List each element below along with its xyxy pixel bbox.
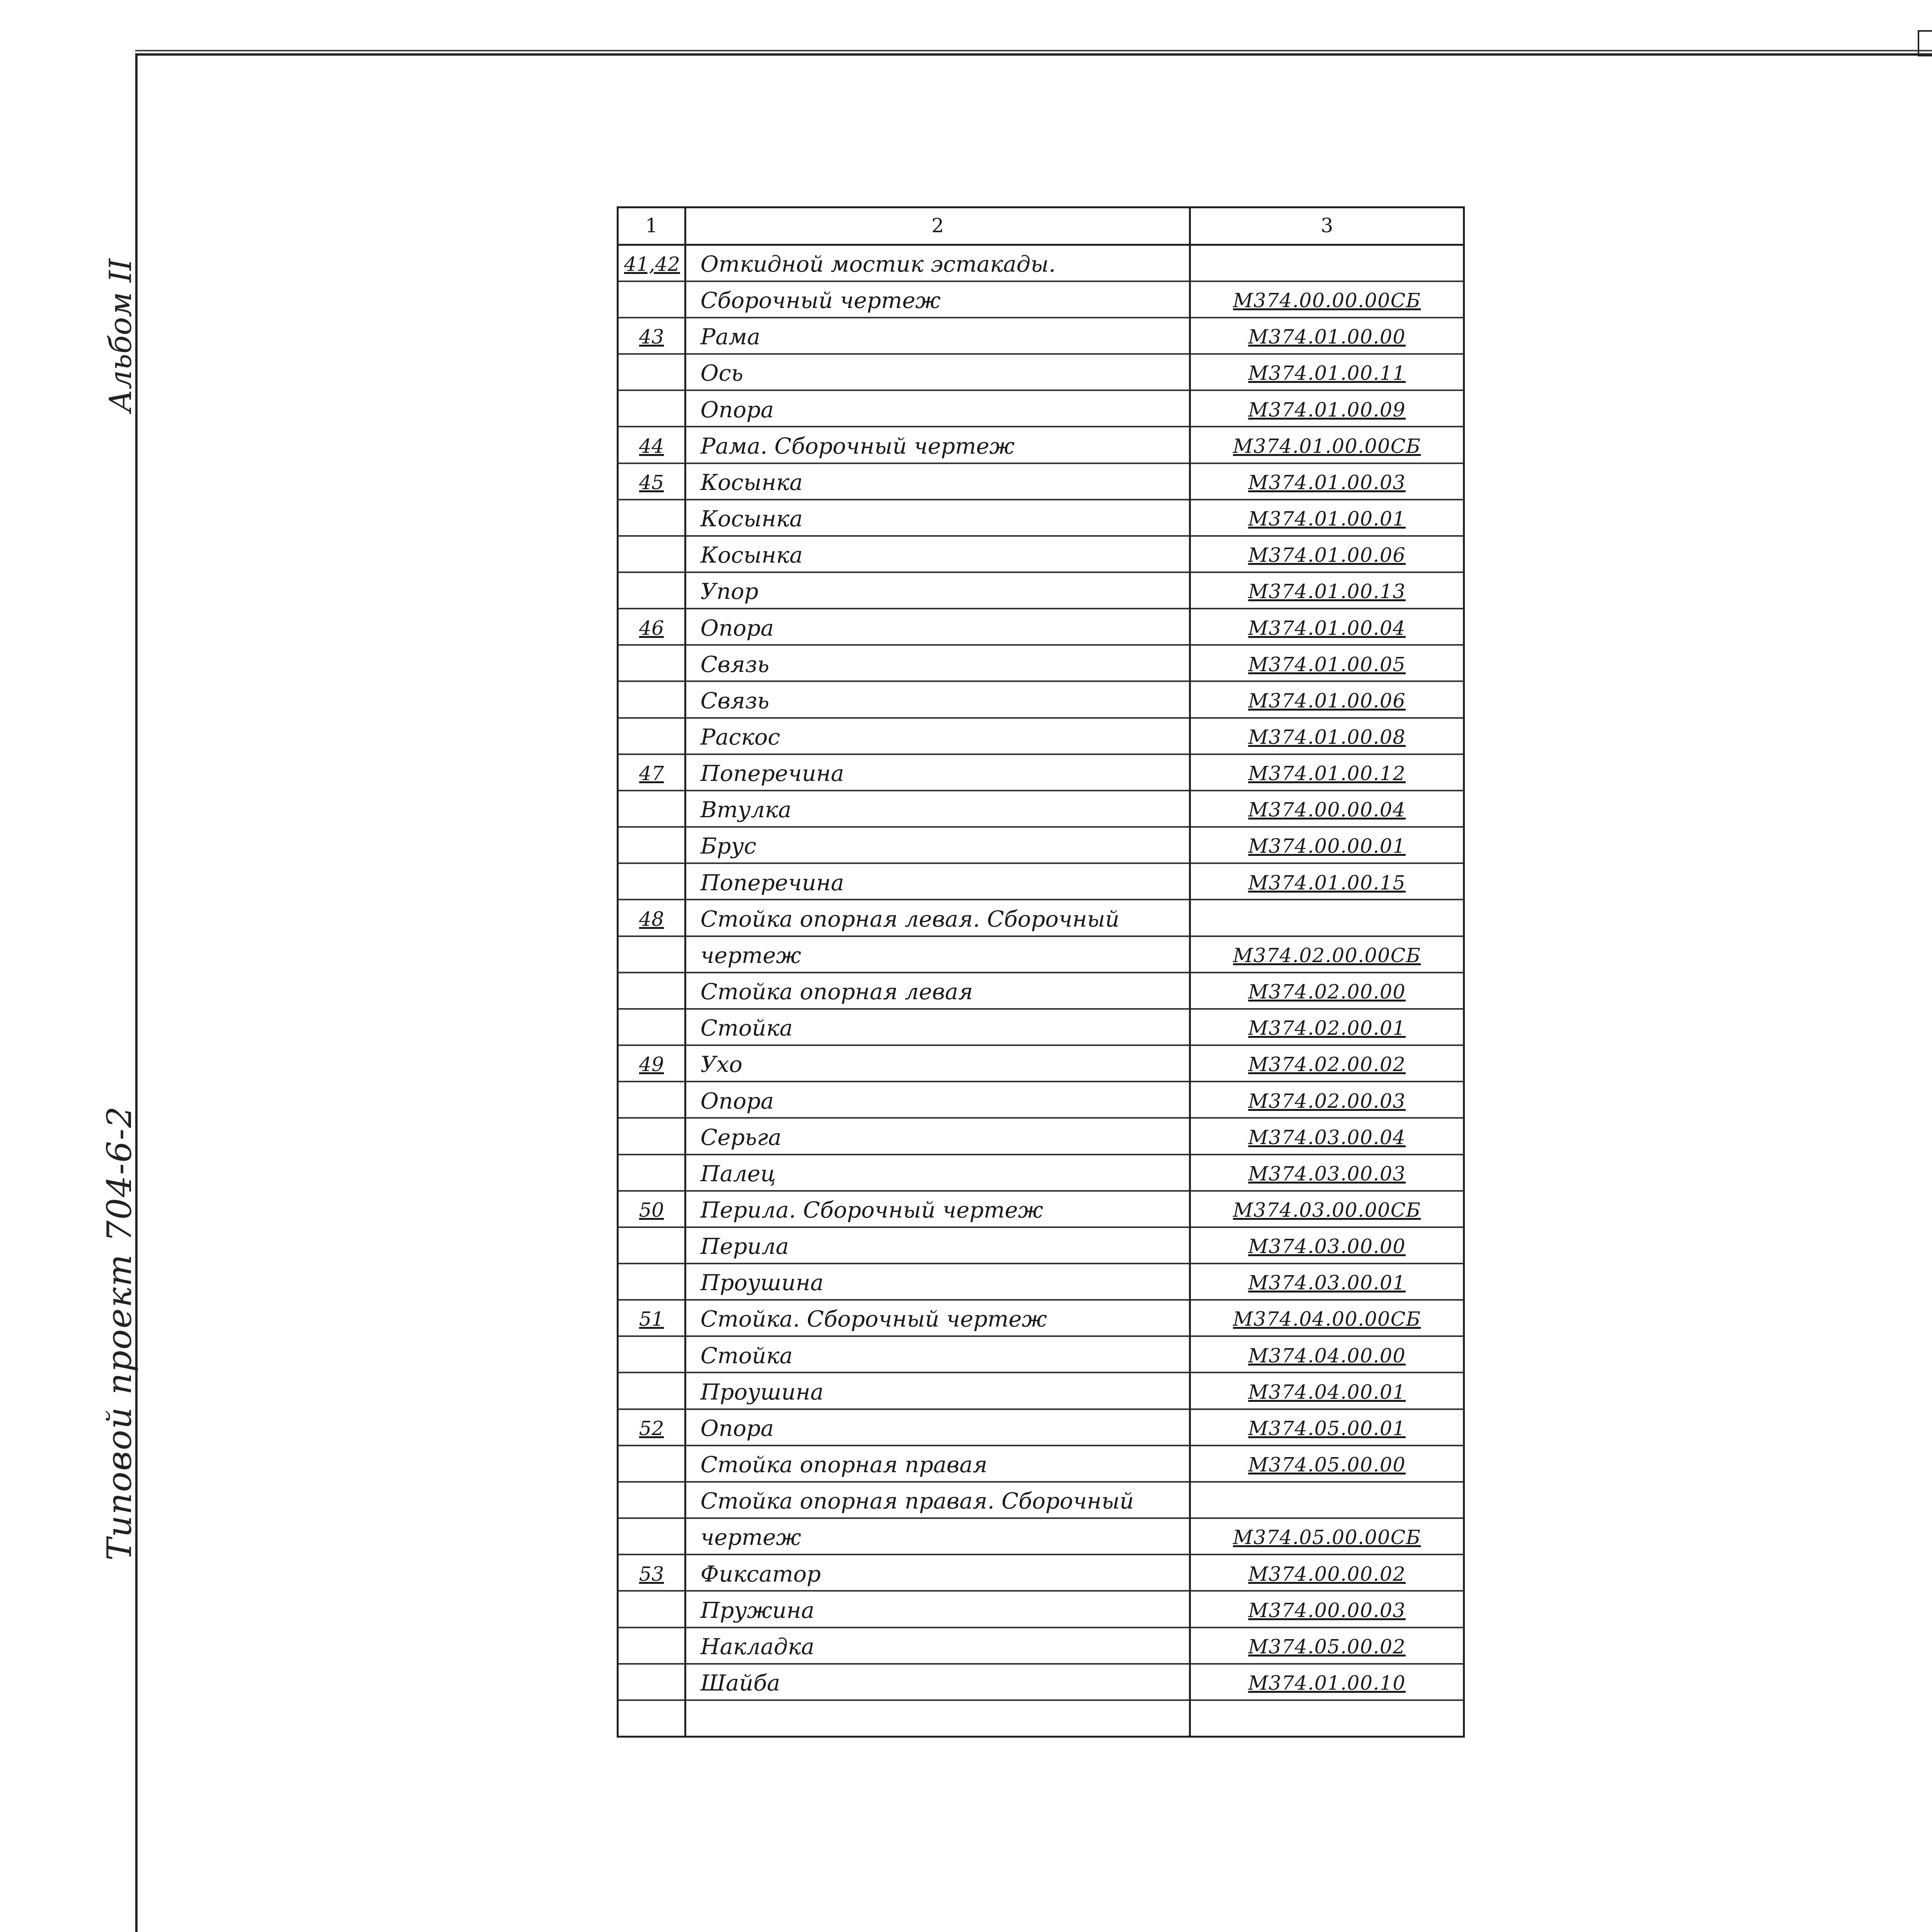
drawing-code-cell: М374.03.00.04 [1190,1118,1464,1154]
drawing-code-cell: М374.01.00.13 [1190,572,1464,609]
item-name-cell: Перила [685,1227,1190,1264]
sheet-number-cell [618,1700,685,1737]
table-row [618,718,1464,754]
sheet-number-cell [618,1336,685,1372]
table-row [618,318,1464,354]
item-name-cell: Рама [685,318,1190,354]
drawing-code-cell [1190,245,1464,281]
drawing-code-cell: М374.01.00.04 [1190,609,1464,645]
table-row [618,1082,1464,1118]
drawing-code-cell: М374.01.00.09 [1190,390,1464,427]
drawing-code-cell: М374.05.00.00СБ [1190,1518,1464,1554]
item-name-cell: Опора [685,609,1190,645]
item-name-cell: чертеж [685,1518,1190,1554]
item-name-cell: Косынка [685,500,1190,536]
sheet-number-cell [618,354,685,390]
sheet-number-cell [618,863,685,900]
table-row [618,500,1464,536]
drawing-code-cell: М374.04.00.00СБ [1190,1300,1464,1336]
table-row [618,1482,1464,1518]
sheet-number-cell [618,827,685,863]
table-row [618,936,1464,973]
drawing-code-cell: М374.00.00.00СБ [1190,281,1464,318]
drawing-code-cell [1190,1482,1464,1518]
table-body [618,245,1464,1736]
drawing-code-cell: М374.03.00.00СБ [1190,1191,1464,1227]
sheet-number-cell [618,1591,685,1627]
table-row [618,281,1464,318]
drawing-code-cell: М374.03.00.03 [1190,1155,1464,1191]
sheet-number-cell [618,1664,685,1700]
column-header-2: 2 [685,207,1190,245]
table-row [618,427,1464,463]
table-row [618,1554,1464,1591]
table-row [618,681,1464,718]
table-row [618,1336,1464,1372]
table-row [618,1664,1464,1700]
drawing-code-cell: М374.01.00.12 [1190,754,1464,791]
table-row [618,1518,1464,1554]
drawing-code-cell: М374.05.00.00 [1190,1446,1464,1482]
item-name-cell: Стойка [685,1009,1190,1045]
item-name-cell: Втулка [685,791,1190,827]
drawing-code-cell: М374.01.00.06 [1190,536,1464,572]
table-row [618,1155,1464,1191]
table-row [618,645,1464,681]
table-row [618,1372,1464,1409]
sheet-number-cell [618,791,685,827]
drawing-code-cell: М374.05.00.01 [1190,1409,1464,1446]
item-name-cell: Стойка. Сборочный чертеж [685,1300,1190,1336]
item-name-cell: Сборочный чертеж [685,281,1190,318]
item-name-cell: чертеж [685,936,1190,973]
sheet-number-cell [618,1628,685,1664]
table-row [618,1300,1464,1336]
table-row [618,1045,1464,1082]
sheet-number-cell: 52 [618,1409,685,1446]
item-name-cell: Шайба [685,1664,1190,1700]
drawing-code-cell: М374.01.00.11 [1190,354,1464,390]
sheet-number-cell [618,1227,685,1264]
item-name-cell: Пружина [685,1591,1190,1627]
column-header-3: 3 [1190,207,1464,245]
item-name-cell: Поперечина [685,754,1190,791]
sheet-number-cell [618,500,685,536]
item-name-cell: Косынка [685,536,1190,572]
sheet-number-cell: 48 [618,900,685,936]
drawing-code-cell: М374.03.00.00 [1190,1227,1464,1264]
table-row [618,536,1464,572]
item-name-cell: Стойка [685,1336,1190,1372]
sheet-number-cell: 50 [618,1191,685,1227]
drawing-code-cell: М374.02.00.00 [1190,973,1464,1009]
item-name-cell: Проушина [685,1264,1190,1300]
sheet-number-cell [618,645,685,681]
table-row [618,1628,1464,1664]
sheet-number-cell [618,1264,685,1300]
item-name-cell: Проушина [685,1372,1190,1409]
item-name-cell: Фиксатор [685,1554,1190,1591]
sheet-number-cell [618,718,685,754]
table-row [618,900,1464,936]
item-name-cell: Стойка опорная левая [685,973,1190,1009]
sheet-number-cell [618,572,685,609]
item-name-cell [685,1700,1190,1737]
table-row [618,1118,1464,1154]
item-name-cell: Серьга [685,1118,1190,1154]
drawing-code-cell: М374.01.00.00 [1190,318,1464,354]
drawing-code-cell [1190,1700,1464,1737]
table-row [618,1700,1464,1737]
item-name-cell: Раскос [685,718,1190,754]
sheet-number-cell [618,390,685,427]
table-header-row [618,207,1464,245]
item-name-cell: Накладка [685,1628,1190,1664]
frame-top-rule [135,50,1932,51]
item-name-cell: Упор [685,572,1190,609]
sheet-number-cell: 47 [618,754,685,791]
table-row [618,863,1464,900]
drawing-code-cell: М374.05.00.02 [1190,1628,1464,1664]
sheet-number-cell [618,1482,685,1518]
item-name-cell: Стойка опорная левая. Сборочный [685,900,1190,936]
drawing-code-cell: М374.04.00.01 [1190,1372,1464,1409]
table-row [618,354,1464,390]
drawing-code-cell: М374.02.00.01 [1190,1009,1464,1045]
table-row [618,1264,1464,1300]
table-row [618,609,1464,645]
item-name-cell: Опора [685,1082,1190,1118]
sheet-number-cell: 44 [618,427,685,463]
drawing-code-cell: М374.00.00.03 [1190,1591,1464,1627]
table-row [618,827,1464,863]
item-name-cell: Стойка опорная правая. Сборочный [685,1482,1190,1518]
drawing-code-cell: М374.01.00.00СБ [1190,427,1464,463]
item-name-cell: Связь [685,645,1190,681]
table-row [618,1591,1464,1627]
sheet-number-cell: 43 [618,318,685,354]
sheet-number-cell: 53 [618,1554,685,1591]
sheet-number-cell [618,1009,685,1045]
sheet-number-cell: 41,42 [618,245,685,281]
sheet-number-cell [618,1118,685,1154]
drawing-code-cell: М374.02.00.00СБ [1190,936,1464,973]
table-row [618,791,1464,827]
page-number [1918,30,1932,56]
drawing-code-cell: М374.01.00.15 [1190,863,1464,900]
sheet-number-cell [618,1446,685,1482]
specification-table [617,206,1465,1738]
sheet-number-cell: 45 [618,463,685,500]
item-name-cell: Поперечина [685,863,1190,900]
table-row [618,1191,1464,1227]
sheet-number-cell [618,973,685,1009]
drawing-code-cell: М374.02.00.02 [1190,1045,1464,1082]
sheet-number-cell [618,1372,685,1409]
drawing-code-cell [1190,900,1464,936]
sheet-number-cell [618,536,685,572]
drawing-code-cell: М374.01.00.06 [1190,681,1464,718]
sheet-number-cell: 49 [618,1045,685,1082]
sheet-number-cell [618,281,685,318]
drawing-code-cell: М374.03.00.01 [1190,1264,1464,1300]
drawing-code-cell: М374.00.00.02 [1190,1554,1464,1591]
item-name-cell: Стойка опорная правая [685,1446,1190,1482]
item-name-cell: Ухо [685,1045,1190,1082]
table-row [618,754,1464,791]
table-row [618,390,1464,427]
item-name-cell: Косынка [685,463,1190,500]
drawing-code-cell: М374.01.00.01 [1190,500,1464,536]
sheet-number-cell [618,936,685,973]
sheet-number-cell [618,681,685,718]
column-header-1: 1 [618,207,685,245]
table-row [618,1227,1464,1264]
sheet-number-cell [618,1155,685,1191]
item-name-cell: Рама. Сборочный чертеж [685,427,1190,463]
drawing-code-cell: М374.01.00.05 [1190,645,1464,681]
table-row [618,1009,1464,1045]
item-name-cell: Брус [685,827,1190,863]
item-name-cell: Опора [685,1409,1190,1446]
drawing-code-cell: М374.04.00.00 [1190,1336,1464,1372]
drawing-code-cell: М374.00.00.04 [1190,791,1464,827]
album-label: Альбом II [103,259,138,413]
item-name-cell: Опора [685,390,1190,427]
item-name-cell: Палец [685,1155,1190,1191]
drawing-code-cell: М374.01.00.08 [1190,718,1464,754]
table-row [618,463,1464,500]
item-name-cell: Ось [685,354,1190,390]
sheet-number-cell [618,1518,685,1554]
drawing-code-cell: М374.01.00.03 [1190,463,1464,500]
project-label: Типовой проект 704-6-2 [99,1105,139,1561]
table-row [618,245,1464,281]
item-name-cell: Перила. Сборочный чертеж [685,1191,1190,1227]
drawing-code-cell: М374.02.00.03 [1190,1082,1464,1118]
table-row [618,1446,1464,1482]
drawing-code-cell: М374.00.00.01 [1190,827,1464,863]
table-row [618,973,1464,1009]
table-row [618,1409,1464,1446]
drawing-code-cell: М374.01.00.10 [1190,1664,1464,1700]
sheet-number-cell [618,1082,685,1118]
table-row [618,572,1464,609]
item-name-cell: Связь [685,681,1190,718]
sheet-number-cell: 46 [618,609,685,645]
sheet-number-cell: 51 [618,1300,685,1336]
item-name-cell: Откидной мостик эстакады. [685,245,1190,281]
